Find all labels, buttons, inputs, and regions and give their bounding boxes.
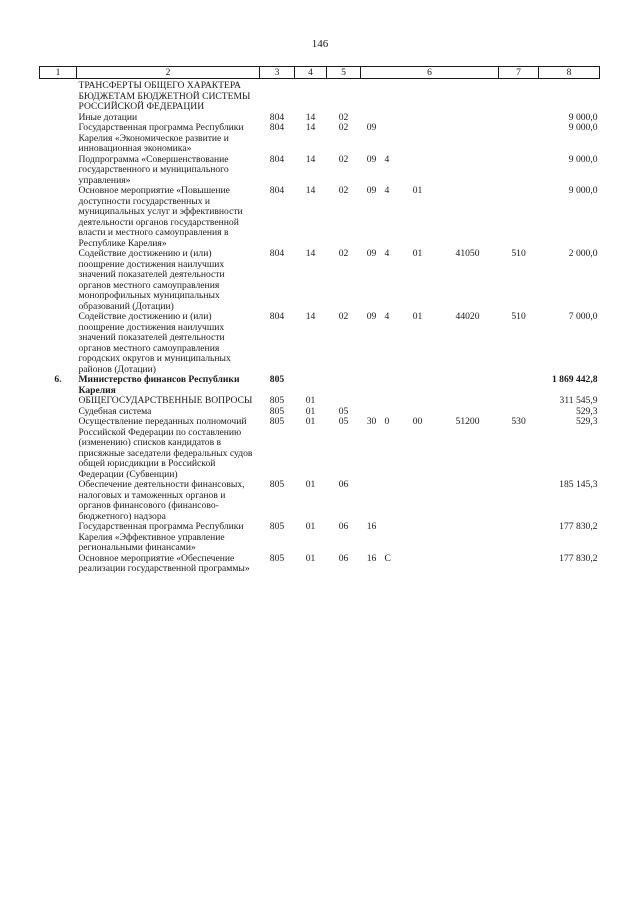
- row-program: 30: [366, 416, 377, 427]
- row-expense: [437, 79, 499, 113]
- row-number: [40, 79, 77, 113]
- column-header: 4: [295, 67, 327, 79]
- row-expense-type: [499, 480, 539, 522]
- row-expense: [437, 480, 499, 522]
- column-header: 2: [77, 67, 260, 79]
- row-program: [361, 375, 383, 396]
- row-subprogram: 0: [384, 416, 390, 427]
- row-name: Осуществление переданных полномочий Российской Федерации по составлению (изменению) списков кандидатов в присяжные заседатели федеральных судов общей юрисдикции в Российской Федерации (Субвенции): [78, 416, 253, 480]
- row-expense-type: [499, 375, 539, 396]
- row-number: [40, 123, 77, 155]
- row-sum: 529,3: [575, 405, 598, 417]
- table-row: [40, 123, 600, 155]
- table-row: [40, 312, 600, 375]
- row-subsection: 06: [338, 521, 349, 532]
- row-expense-type: [499, 113, 539, 124]
- row-sum: 7 000,0: [568, 311, 598, 322]
- row-subsection: 05: [338, 405, 349, 417]
- row-measure: [399, 113, 437, 124]
- row-sum: 311 545,9: [559, 395, 598, 406]
- row-subsection: [327, 79, 361, 113]
- column-header: 5: [327, 67, 361, 79]
- row-subsection: 02: [338, 122, 349, 133]
- table-row: [40, 554, 600, 575]
- row-expense: 51200: [455, 416, 480, 427]
- row-program: 16: [366, 552, 377, 564]
- column-header-row: [40, 67, 600, 79]
- row-measure: 01: [412, 311, 423, 322]
- row-sum: 177 830,2: [559, 552, 598, 564]
- row-name: Содействие достижению и (или) поощрение достижения наилучших значений показателей деятельности органов местного самоуправления монопрофильных муниципальных образований (Дотации): [78, 248, 225, 312]
- row-section: [295, 79, 327, 113]
- row-name: ТРАНСФЕРТЫ ОБЩЕГО ХАРАКТЕРА БЮДЖЕТАМ БЮДЖЕТНОЙ СИСТЕМЫ РОССИЙСКОЙ ФЕДЕРАЦИИ: [78, 80, 251, 112]
- table-row: [40, 155, 600, 187]
- row-sum: 9 000,0: [568, 153, 598, 165]
- row-expense-type: [499, 123, 539, 155]
- row-number: [40, 522, 77, 554]
- row-number: [40, 186, 77, 249]
- table-row: [40, 522, 600, 554]
- row-expense: 44020: [455, 311, 480, 322]
- row-program: 09: [366, 185, 377, 196]
- row-subprogram: [383, 480, 399, 522]
- row-expense: [437, 155, 499, 187]
- row-subsection: 02: [338, 153, 349, 165]
- row-section: 14: [305, 153, 316, 165]
- row-number: [40, 554, 77, 575]
- row-number: [40, 312, 77, 375]
- row-number: [40, 155, 77, 187]
- row-section: 01: [305, 479, 316, 490]
- row-name: Министерство финансов Республики Карелия: [78, 374, 240, 396]
- row-name: Обеспечение деятельности финансовых, налоговых и таможенных органов и органов финансового (финансово-бюджетного) надзора: [78, 479, 245, 522]
- row-measure: [399, 554, 437, 575]
- row-expense: [437, 522, 499, 554]
- row-measure: 01: [412, 185, 423, 196]
- row-number: [40, 396, 77, 407]
- row-name: Содействие достижению и (или) поощрение достижения наилучших значений показателей деятельности органов местного самоуправления городских округов и муниципальных районов (Дотации): [78, 311, 231, 375]
- row-subsection: 06: [338, 479, 349, 490]
- row-expense-type: [499, 522, 539, 554]
- row-subsection: [327, 396, 361, 407]
- row-subprogram: [383, 396, 399, 407]
- column-header: 8: [539, 67, 600, 79]
- row-expense: [437, 554, 499, 575]
- row-program: 16: [366, 521, 377, 532]
- row-subprogram: 4: [384, 248, 390, 259]
- row-name: Основное мероприятие «Обеспечение реализации государственной программы»: [78, 552, 250, 574]
- row-sum: [539, 79, 600, 113]
- row-name: Государственная программа Республики Карелия «Эффективное управление региональными финансами»: [78, 521, 244, 553]
- row-section: 14: [305, 111, 316, 123]
- row-subprogram: [383, 123, 399, 155]
- row-section: 14: [305, 311, 316, 322]
- row-expense-type: [499, 554, 539, 575]
- row-expense: [437, 375, 499, 396]
- row-sum: 9 000,0: [568, 185, 598, 196]
- row-subprogram: 4: [384, 311, 390, 322]
- row-measure: [399, 522, 437, 554]
- row-program: 09: [366, 311, 377, 322]
- row-measure: [399, 375, 437, 396]
- row-section: 01: [305, 395, 316, 406]
- row-number: [40, 480, 77, 522]
- row-expense-type: [499, 186, 539, 249]
- row-code: 805: [269, 479, 285, 490]
- row-section: 14: [305, 122, 316, 133]
- table-row: [40, 375, 600, 396]
- row-program: [361, 79, 383, 113]
- table-row: [40, 417, 600, 480]
- row-sum: 185 145,3: [559, 479, 598, 490]
- budget-table: [39, 66, 600, 575]
- row-section: 01: [305, 416, 316, 427]
- row-sum: 1 869 442,8: [551, 374, 598, 385]
- row-number: [40, 417, 77, 480]
- row-sum: 529,3: [575, 416, 598, 427]
- row-subsection: 02: [338, 311, 349, 322]
- row-expense-type: 510: [511, 248, 526, 259]
- row-code: 805: [269, 395, 285, 406]
- row-sum: 9 000,0: [568, 122, 598, 133]
- row-section: 14: [305, 248, 316, 259]
- column-header: 7: [499, 67, 539, 79]
- row-name: Государственная программа Республики Карелия «Экономическое развитие и инновационная экономика»: [78, 122, 244, 154]
- row-section: 01: [305, 521, 316, 532]
- row-number: 6.: [54, 374, 62, 385]
- row-subsection: [327, 375, 361, 396]
- row-subsection: 06: [338, 552, 349, 564]
- row-sum: 9 000,0: [568, 111, 598, 123]
- row-expense: [437, 396, 499, 407]
- row-code: 804: [269, 153, 285, 165]
- row-subprogram: 4: [384, 185, 390, 196]
- column-header: 1: [40, 67, 77, 79]
- row-sum: 177 830,2: [559, 521, 598, 532]
- row-subsection: 02: [338, 185, 349, 196]
- table-row: [40, 480, 600, 522]
- row-number: [40, 113, 77, 124]
- row-sum: 2 000,0: [568, 248, 598, 259]
- row-expense-type: 510: [511, 311, 526, 322]
- row-subprogram: [383, 522, 399, 554]
- row-measure: 01: [412, 248, 423, 259]
- column-header: 6: [361, 67, 499, 79]
- row-subprogram: [383, 375, 399, 396]
- row-program: 09: [366, 248, 377, 259]
- row-subprogram: [383, 79, 399, 113]
- table-row: [40, 186, 600, 249]
- row-expense-type: [499, 79, 539, 113]
- row-name: Судебная система: [78, 405, 152, 417]
- row-name: Основное мероприятие «Повышение доступности государственных и муниципальных услуг и эффективности деятельности органов государственной власти и местного самоуправления в Республике Карелия»: [78, 185, 243, 249]
- row-expense: [437, 123, 499, 155]
- row-section: 01: [305, 552, 316, 564]
- row-expense-type: 530: [511, 416, 526, 427]
- table-row: [40, 79, 600, 113]
- row-subprogram: С: [384, 552, 391, 564]
- row-expense-type: [499, 396, 539, 407]
- row-program: 09: [366, 153, 377, 165]
- row-code: 804: [269, 122, 285, 133]
- row-section: 14: [305, 185, 316, 196]
- row-name: ОБЩЕГОСУДАРСТВЕННЫЕ ВОПРОСЫ: [78, 395, 253, 406]
- row-code: 805: [269, 521, 285, 532]
- row-code: 805: [269, 416, 285, 427]
- row-measure: [399, 155, 437, 187]
- row-code: 804: [269, 111, 285, 123]
- row-expense-type: [499, 155, 539, 187]
- row-expense: 41050: [455, 248, 480, 259]
- page-number: 146: [311, 38, 329, 50]
- row-section: 01: [305, 405, 316, 417]
- row-code: 805: [269, 552, 285, 564]
- table-row: [40, 249, 600, 312]
- row-code: 804: [269, 185, 285, 196]
- row-subprogram: 4: [384, 153, 390, 165]
- row-expense: [437, 113, 499, 124]
- row-number: [40, 407, 77, 418]
- row-code: 805: [269, 374, 285, 385]
- row-code: 805: [269, 405, 285, 417]
- row-measure: [399, 79, 437, 113]
- row-subprogram: [383, 113, 399, 124]
- row-name: Иные дотации: [78, 111, 138, 123]
- table-row: [40, 396, 600, 407]
- row-program: [361, 480, 383, 522]
- row-program: 09: [366, 122, 377, 133]
- column-header: 3: [260, 67, 295, 79]
- row-measure: [399, 480, 437, 522]
- row-code: 804: [269, 311, 285, 322]
- row-measure: [399, 123, 437, 155]
- row-subsection: 02: [338, 248, 349, 259]
- row-number: [40, 249, 77, 312]
- row-name: Подпрограмма «Совершенствование государственного и муниципального управления»: [78, 153, 229, 186]
- row-expense: [437, 186, 499, 249]
- row-section: [295, 375, 327, 396]
- row-program: [361, 396, 383, 407]
- row-subsection: 05: [338, 416, 349, 427]
- row-subsection: 02: [338, 111, 349, 123]
- row-code: 804: [269, 248, 285, 259]
- row-measure: 00: [412, 416, 423, 427]
- row-measure: [399, 396, 437, 407]
- row-code: [260, 79, 295, 113]
